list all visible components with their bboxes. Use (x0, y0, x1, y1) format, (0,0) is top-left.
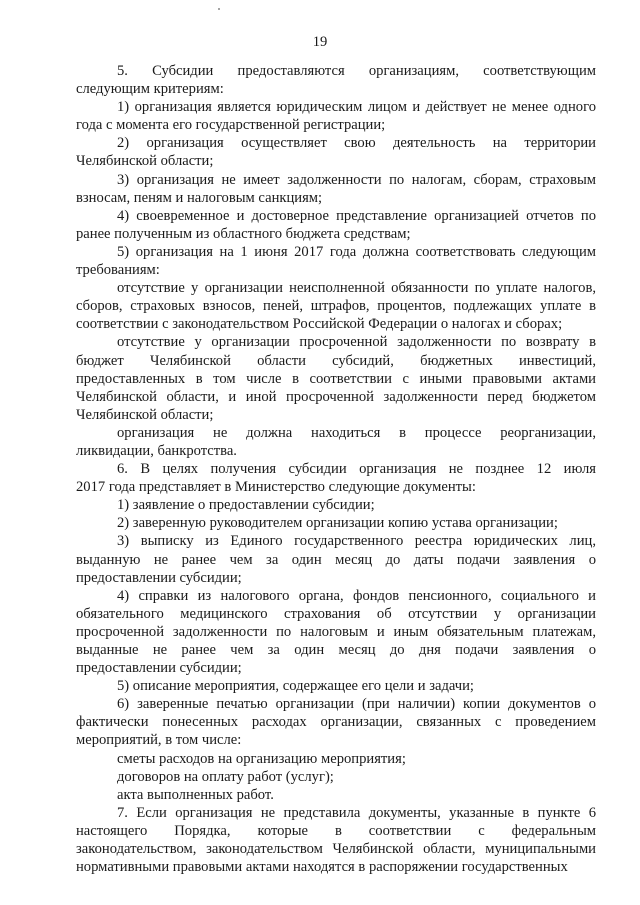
text-line: предоставлении субсидии; (76, 569, 242, 586)
text-line: ликвидации, банкротства. (76, 442, 237, 459)
text-line: ранее полученным из областного бюджета средствам; (76, 225, 411, 242)
text-line: бюджет Челябинской области субсидий, бюджетных инвестиций, (76, 352, 596, 369)
text-line: 3) организация не имеет задолженности по налогам, сборам, страховым (117, 171, 596, 188)
text-line: 4) справки из налогового органа, фондов пенсионного, социального и (117, 587, 596, 604)
paragraph (76, 532, 596, 586)
paragraph (76, 134, 596, 170)
text-line: следующим критериям: (76, 81, 224, 98)
text-line: 1) организация является юридическим лицом и действует не менее одного (117, 99, 596, 116)
text-line: Челябинской области, и иной просроченной задолженности перед бюджетом (76, 388, 596, 405)
text-line: сборов, страховых взносов, пеней, штрафов, процентов, подлежащих уплате в (76, 298, 596, 315)
text-line: договоров на оплату работ (услуг); (117, 768, 334, 785)
text-line: нормативными правовыми актами находятся в распоряжении государственных (76, 859, 568, 876)
text-line: 2) заверенную руководителем организации копию устава организации; (117, 515, 558, 532)
paragraph (76, 695, 596, 749)
paragraph (76, 98, 596, 134)
paragraph (76, 207, 596, 243)
text-line: Челябинской области; (76, 406, 214, 423)
text-line: 7. Если организация не представила документы, указанные в пункте 6 (117, 804, 596, 821)
paragraph (76, 496, 596, 514)
paragraph (76, 62, 596, 98)
text-line: акта выполненных работ. (117, 786, 274, 803)
document-body (76, 62, 596, 876)
paragraph (76, 514, 596, 532)
text-line: предоставлении субсидии; (76, 660, 242, 677)
text-line: выданную не ранее чем за один месяц до даты подачи заявления о (76, 551, 596, 568)
paragraph (76, 279, 596, 333)
paragraph (76, 333, 596, 423)
paragraph (76, 786, 596, 804)
paragraph (76, 750, 596, 768)
text-line: настоящего Порядка, которые в соответствии с федеральным (76, 822, 596, 839)
text-line: соответствии с законодательством Российской Федерации о налогах и сборах; (76, 316, 563, 333)
text-line: выданные не ранее чем за один месяц до дня подачи заявления о (76, 642, 596, 658)
text-line: 6) заверенные печатью организации (при наличии) копии документов о (117, 696, 596, 713)
paragraph (76, 587, 596, 677)
paragraph (76, 171, 596, 207)
paragraph (76, 804, 596, 876)
text-line: Челябинской области; (76, 153, 214, 170)
text-line: 1) заявление о предоставлении субсидии; (117, 497, 375, 514)
text-line: 6. В целях получения субсидии организация не позднее 12 июля (117, 461, 596, 478)
paragraph (76, 768, 596, 786)
text-line: законодательством, законодательством Челябинской области, муниципальными (76, 841, 596, 858)
text-line: года с момента его государственной регистрации; (76, 117, 386, 134)
text-line: фактически понесенных расходах организации, связанных с проведением (76, 714, 596, 731)
text-line: просроченной задолженности по налоговым и иным обязательным платежам, (76, 623, 596, 640)
page-number: 19 (312, 34, 328, 50)
text-line: 4) своевременное и достоверное представление организацией отчетов по (117, 207, 596, 224)
text-line: 5) организация на 1 июня 2017 года должна соответствовать следующим (117, 243, 596, 260)
text-line: требованиям: (76, 262, 160, 279)
text-line: организация не должна находиться в процессе реорганизации, (117, 424, 596, 441)
paragraph (76, 243, 596, 279)
paragraph (76, 424, 596, 460)
text-line: отсутствие у организации неисполненной обязанности по уплате налогов, (117, 280, 596, 297)
text-line: 5) описание мероприятия, содержащее его цели и задачи; (117, 678, 474, 695)
paragraph (76, 677, 596, 695)
paragraph (76, 460, 596, 496)
text-line: отсутствие у организации просроченной задолженности по возврату в (117, 334, 596, 351)
text-line: мероприятий, в том числе: (76, 732, 242, 749)
text-line: взносам, пеням и налоговым санкциям; (76, 189, 323, 206)
text-line: 5. Субсидии предоставляются организациям, соответствующим (117, 63, 596, 79)
scan-speck (218, 8, 220, 10)
text-line: 3) выписку из Единого государственного реестра юридических лиц, (117, 533, 596, 550)
text-line: 2) организация осуществляет свою деятельность на территории (117, 135, 596, 152)
text-line: сметы расходов на организацию мероприятия; (117, 750, 406, 767)
text-line: предоставленных в том числе в соответствии с иными правовыми актами (76, 370, 596, 387)
text-line: обязательного медицинского страхования об отсутствии у организации (76, 605, 596, 622)
text-line: 2017 года представляет в Министерство следующие документы: (76, 479, 476, 496)
